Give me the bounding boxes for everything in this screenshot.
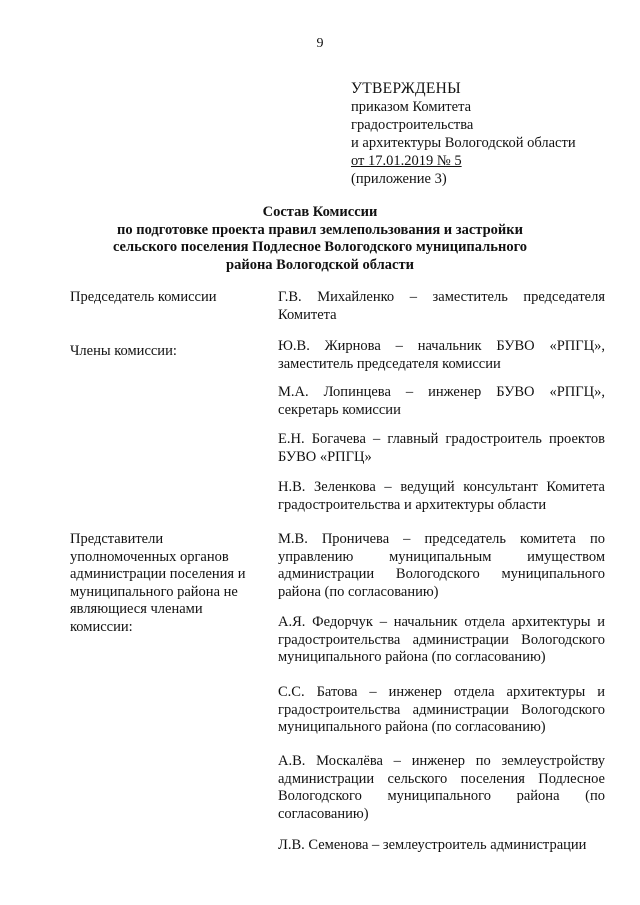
title-line: по подготовке проекта правил землепользования и застройки [117, 221, 523, 238]
chair-entry: Г.В. Михайленко – заместитель председателя Комитета [278, 289, 605, 323]
approval-heading: УТВЕРЖДЕНЫ [351, 80, 461, 97]
representatives-label: Представители уполномоченных органов администрации поселения и муниципального района не являющиеся членами комиссии: [70, 531, 246, 635]
approval-block [351, 80, 576, 188]
member-entry: Ю.В. Жирнова – начальник БУВО «РПГЦ», заместитель председателя комиссии [278, 338, 605, 372]
member-entry: Н.В. Зеленкова – ведущий консультант Комитета градостроительства и архитектуры области [278, 479, 605, 513]
representative-entry: Л.В. Семенова – землеустроитель администрации [278, 837, 587, 853]
approval-line: и архитектуры Вологодской области [351, 135, 576, 151]
representative-entry: С.С. Батова – инженер отдела архитектуры и градостроительства администрации Вологодского муниципального района (по согласованию) [278, 684, 605, 735]
title-line: района Вологодской области [226, 256, 414, 273]
approval-date: от 17.01.2019 № 5 [351, 153, 462, 169]
member-entry: М.А. Лопинцева – инженер БУВО «РПГЦ», секретарь комиссии [278, 384, 605, 418]
approval-appendix: (приложение 3) [351, 171, 447, 187]
approval-line: приказом Комитета [351, 99, 472, 115]
title-line: Состав Комиссии [262, 204, 378, 220]
document-title [60, 204, 580, 274]
approval-line: градостроительства [351, 117, 474, 133]
representative-entry: А.В. Москалёва – инженер по землеустройству администрации сельского поселения Подлесное Вологодского муниципального района (по согласованию) [278, 753, 605, 822]
representative-entry: М.В. Проничева – председатель комитета по управлению муниципальным имуществом администрации Вологодского муниципального района (по согласованию) [278, 531, 605, 600]
member-entry: Е.Н. Богачева – главный градостроитель проектов БУВО «РПГЦ» [278, 431, 605, 465]
title-line: сельского поселения Подлесное Вологодского муниципального [112, 239, 528, 255]
chair-label: Председатель комиссии [70, 289, 217, 305]
members-label: Члены комиссии: [70, 343, 177, 359]
representative-entry: А.Я. Федорчук – начальник отдела архитектуры и градостроительства администрации Вологодского муниципального района (по согласованию) [278, 614, 605, 665]
page-number: 9 [316, 36, 324, 51]
